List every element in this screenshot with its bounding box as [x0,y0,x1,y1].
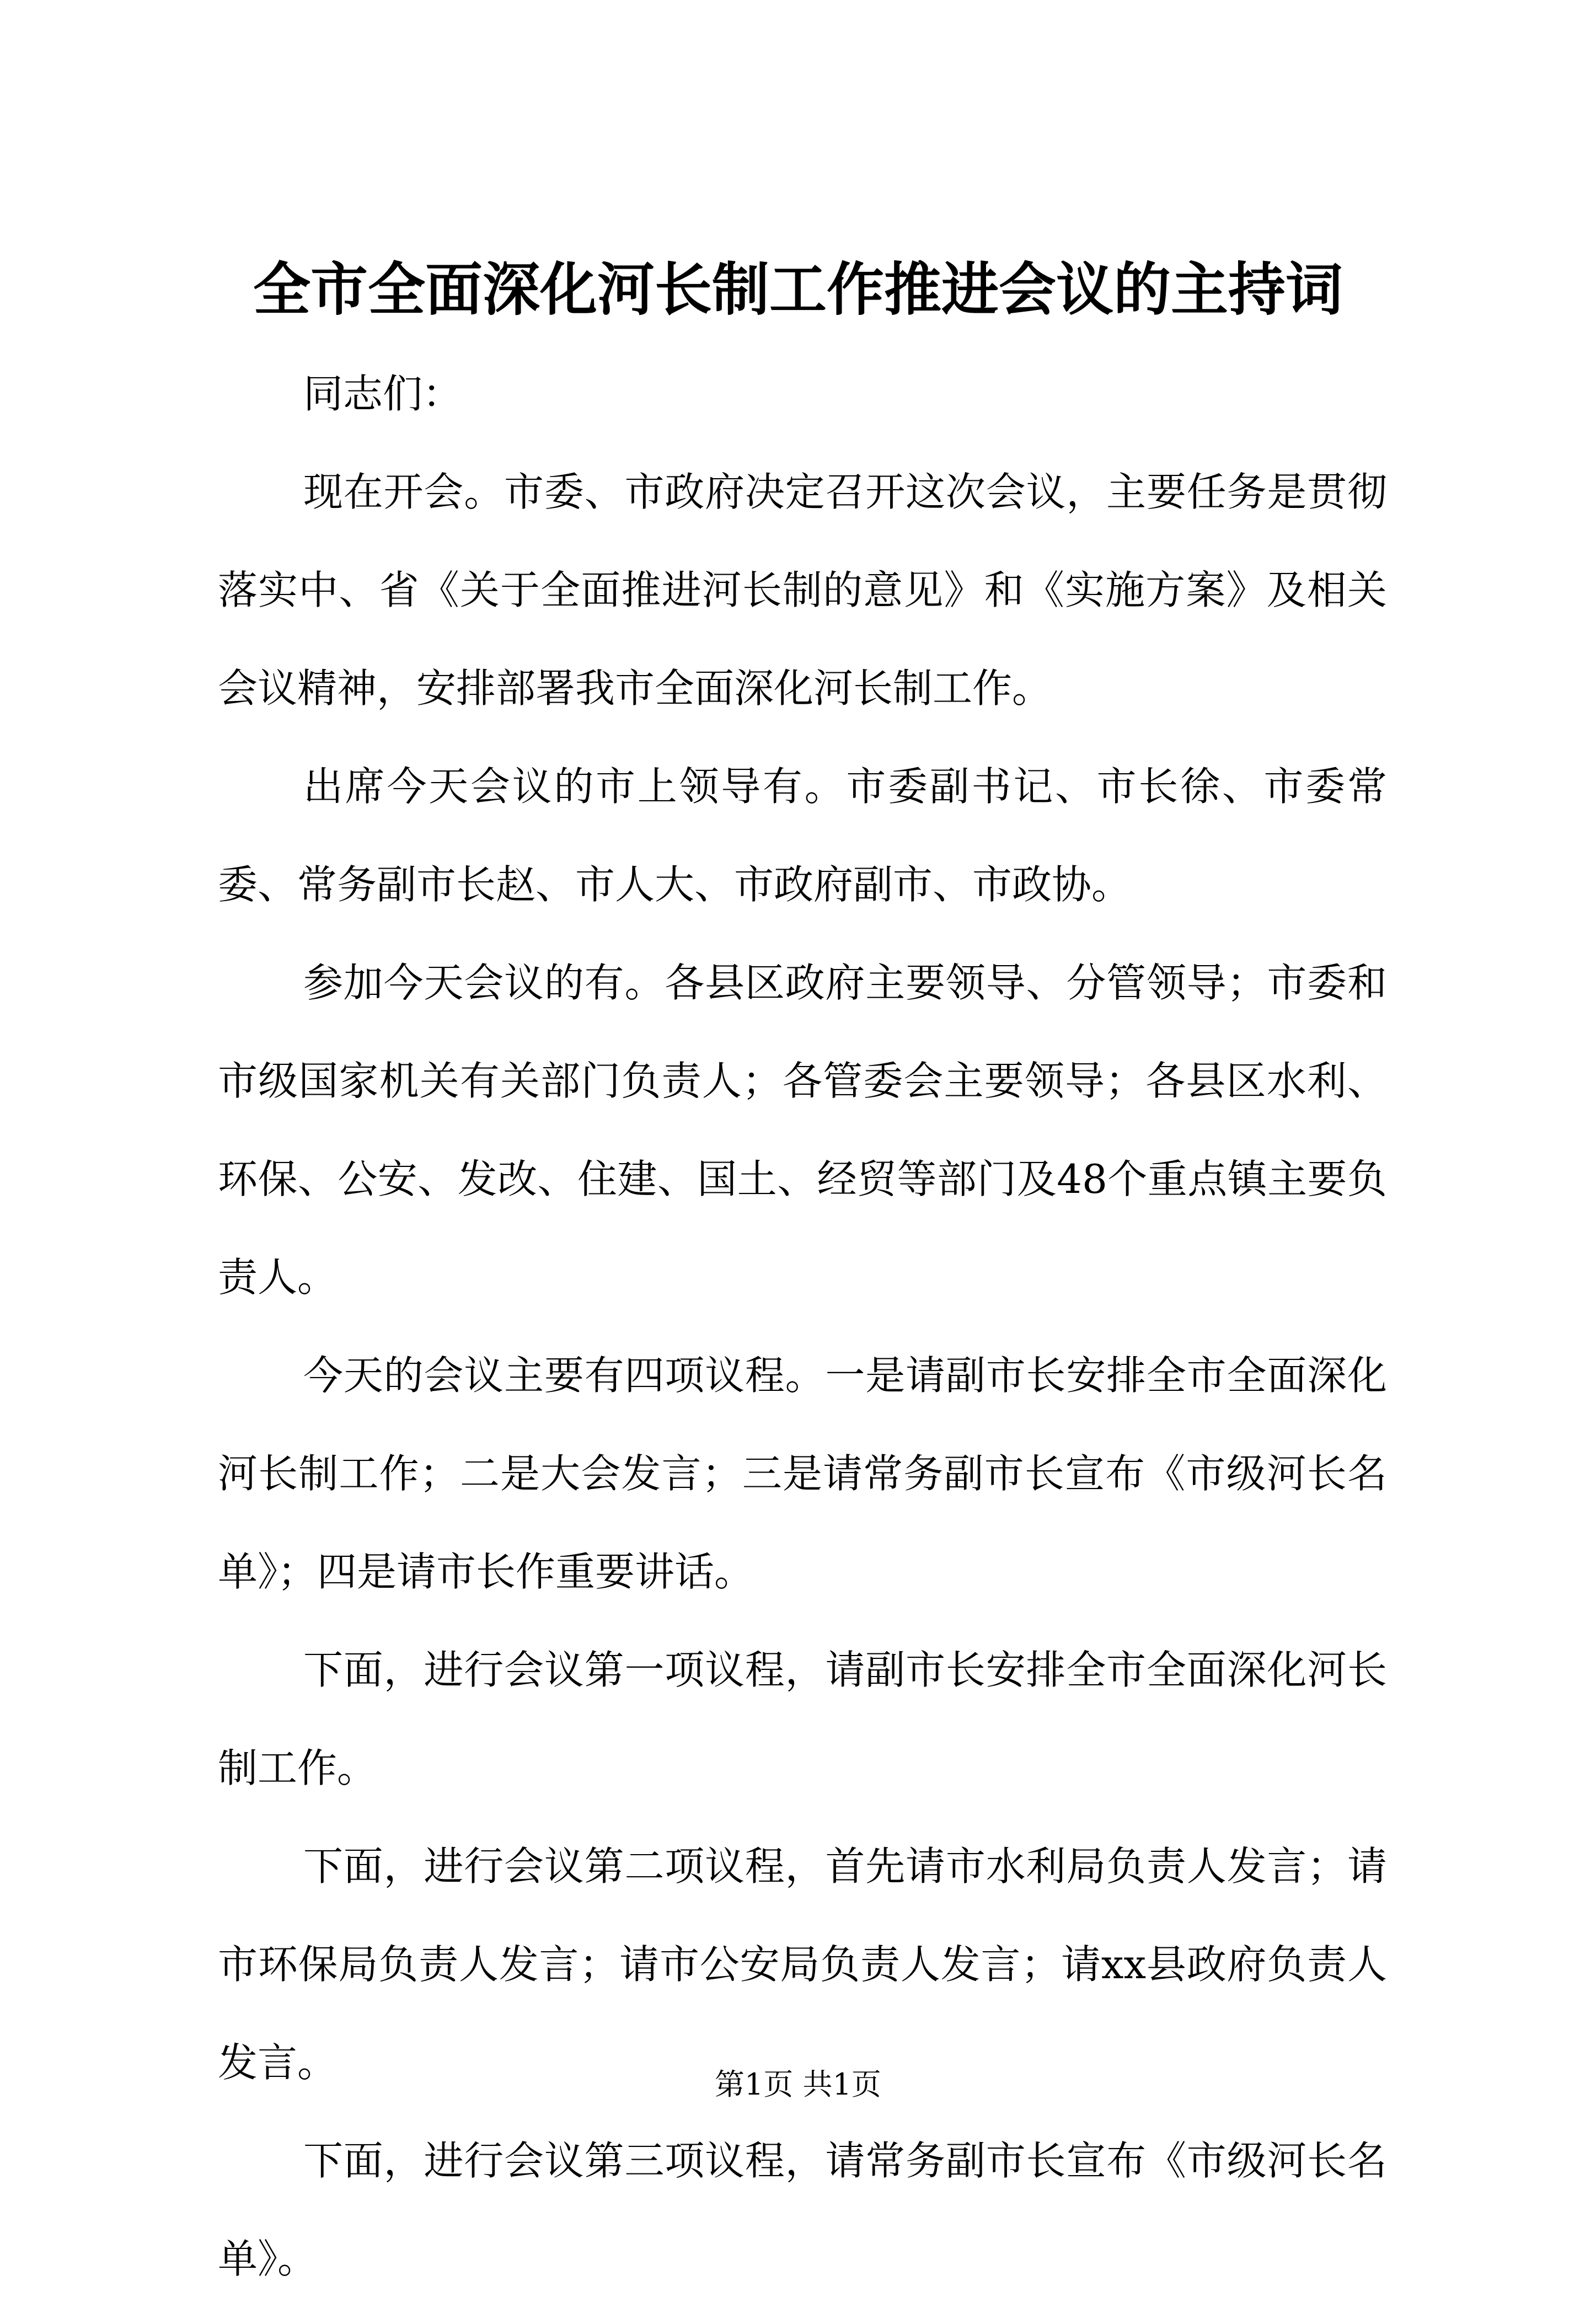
participants-paragraph: 参加今天会议的有。各县区政府主要领导、分管领导；市委和市级国家机关有关部门负责人；各管委会主要领导；各县区水利、环保、公安、发改、住建、国土、经贸等部门及48个重点镇主要负责人。 [218,960,1387,1300]
attending-leaders-paragraph: 出席今天会议的市上领导有。市委副书记、市长徐、市委常委、常务副市长赵、市人大、市政府副市、市政协。 [218,763,1387,908]
salutation-paragraph: 同志们： [303,371,463,417]
agenda-item-1-paragraph: 下面，进行会议第一项议程，请副市长安排全市全面深化河长制工作。 [218,1647,1387,1791]
agenda-item-3-paragraph: 下面，进行会议第三项议程，请常务副市长宣布《市级河长名单》。 [218,2138,1387,2282]
document-body [218,345,1387,2308]
document-title: 全市全面深化河长制工作推进会议的主持词 [253,255,1343,323]
opening-paragraph: 现在开会。市委、市政府决定召开这次会议，主要任务是贯彻落实中、省《关于全面推进河长制的意见》和《实施方案》及相关会议精神，安排部署我市全面深化河长制工作。 [218,469,1387,711]
page-number-footer: 第1页 共1页 [715,2067,881,2102]
agenda-paragraph: 今天的会议主要有四项议程。一是请副市长安排全市全面深化河长制工作；二是大会发言；三是请常务副市长宣布《市级河长名单》；四是请市长作重要讲话。 [218,1352,1387,1595]
agenda-item-2-paragraph: 下面，进行会议第二项议程，首先请市水利局负责人发言；请市环保局负责人发言；请市公安局负责人发言；请xx县政府负责人发言。 [218,1843,1387,2086]
